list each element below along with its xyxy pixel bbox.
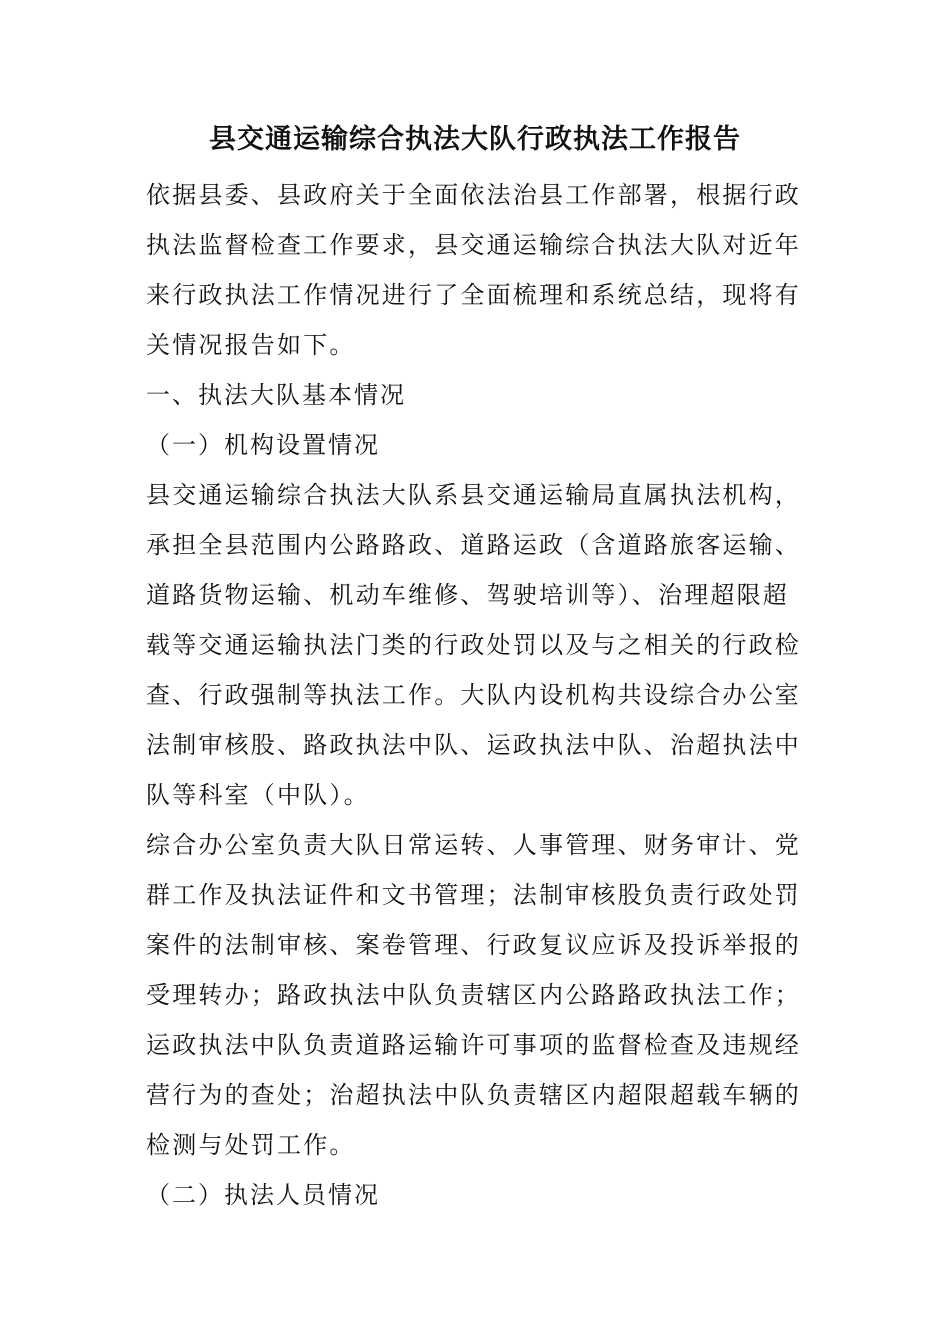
body-line: 查、行政强制等执法工作。大队内设机构共设综合办公室 — [146, 681, 801, 709]
body-line: 运政执法中队负责道路运输许可事项的监督检查及违规经 — [146, 1031, 801, 1059]
body-line: 执法监督检查工作要求，县交通运输综合执法大队对近年 — [146, 231, 801, 259]
body-line: 案件的法制审核、案卷管理、行政复议应诉及投诉举报的 — [146, 931, 801, 959]
body-line: 关情况报告如下。 — [146, 331, 356, 359]
body-line: 县交通运输综合执法大队系县交通运输局直属执法机构， — [146, 481, 801, 509]
subsection-heading: （一）机构设置情况 — [146, 431, 380, 459]
body-line: 承担全县范围内公路路政、道路运政（含道路旅客运输、 — [146, 531, 801, 559]
body-line: 群工作及执法证件和文书管理；法制审核股负责行政处罚 — [146, 881, 801, 909]
body-line: 检测与处罚工作。 — [146, 1131, 356, 1159]
body-line: 受理转办；路政执法中队负责辖区内公路路政执法工作； — [146, 981, 801, 1009]
document-body — [146, 170, 806, 1220]
section-heading: 一、执法大队基本情况 — [146, 381, 406, 409]
body-line: 法制审核股、路政执法中队、运政执法中队、治超执法中 — [146, 731, 801, 759]
body-line: 队等科室（中队）。 — [146, 781, 370, 809]
body-line: 依据县委、县政府关于全面依法治县工作部署，根据行政 — [146, 181, 801, 209]
subsection-heading: （二）执法人员情况 — [146, 1181, 380, 1209]
body-line: 营行为的查处；治超执法中队负责辖区内超限超载车辆的 — [146, 1081, 801, 1109]
body-line: 综合办公室负责大队日常运转、人事管理、财务审计、党 — [146, 831, 801, 859]
body-line: 来行政执法工作情况进行了全面梳理和系统总结，现将有 — [146, 281, 801, 309]
body-line: 道路货物运输、机动车维修、驾驶培训等）、治理超限超 — [146, 581, 789, 609]
document-title: 县交通运输综合执法大队行政执法工作报告 — [209, 124, 741, 155]
body-line: 载等交通运输执法门类的行政处罚以及与之相关的行政检 — [146, 631, 801, 659]
